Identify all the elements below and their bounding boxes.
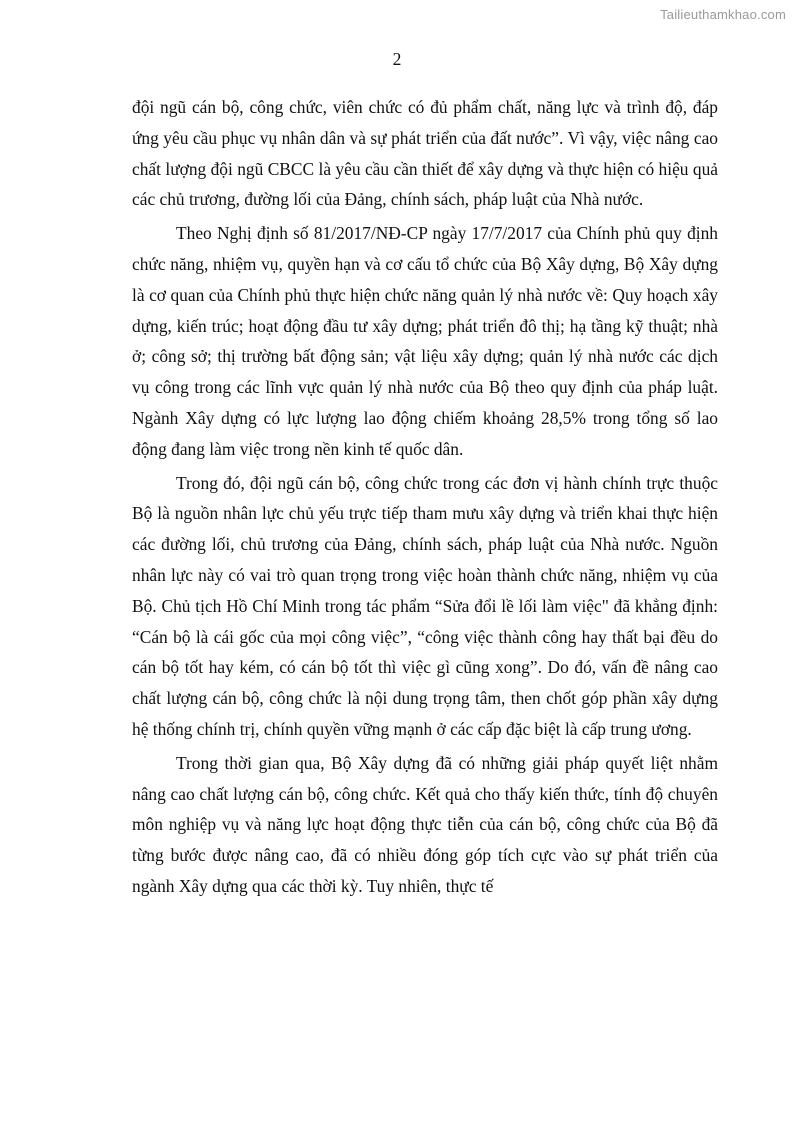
paragraph-1: đội ngũ cán bộ, công chức, viên chức có đủ phẩm chất, năng lực và trình độ, đáp ứng yêu cầu phục vụ nhân dân và sự phát triển của đất nước”. Vì vậy, việc nâng cao chất lượng đội ngũ CBCC là yêu cầu cần thiết để xây dựng và thực hiện có hiệu quả các chủ trương, đường lối của Đảng, chính sách, pháp luật của Nhà nước. (132, 97, 718, 210)
document-body (132, 92, 718, 902)
paragraph-4: Trong thời gian qua, Bộ Xây dựng đã có những giải pháp quyết liệt nhằm nâng cao chất lượng cán bộ, công chức. Kết quả cho thấy kiến thức, tính độ chuyên môn nghiệp vụ và năng lực hoạt động thực tiễn của cán bộ, công chức của Bộ đã từng bước được nâng cao, đã có nhiều đóng góp tích cực vào sự phát triển của ngành Xây dựng qua các thời kỳ. Tuy nhiên, thực tế (132, 752, 718, 896)
paragraph-3: Trong đó, đội ngũ cán bộ, công chức trong các đơn vị hành chính trực thuộc Bộ là nguồn nhân lực chủ yếu trực tiếp tham mưu xây dựng và triển khai thực hiện các đường lối, chủ trương của Đảng, chính sách, pháp luật của Nhà nước. Nguồn nhân lực này có vai trò quan trọng trong việc hoàn thành chức năng, nhiệm vụ của Bộ. Chủ tịch Hồ Chí Minh trong tác phẩm “Sửa đổi lề lối làm việc" đã khẳng định: “Cán bộ là cái gốc của mọi công việc”, “công việc thành công hay thất bại đều do cán bộ tốt hay kém, có cán bộ tốt thì việc gì cũng xong”. Do đó, vấn đề nâng cao chất lượng cán bộ, công chức là nội dung trọng tâm, then chốt góp phần xây dựng hệ thống chính trị, chính quyền vững mạnh ở các cấp đặc biệt là cấp trung ương. (132, 472, 718, 739)
page-number: 2 (392, 49, 402, 69)
paragraph-2: Theo Nghị định số 81/2017/NĐ-CP ngày 17/7/2017 của Chính phủ quy định chức năng, nhiệm vụ, quyền hạn và cơ cấu tổ chức của Bộ Xây dựng, Bộ Xây dựng là cơ quan của Chính phủ thực hiện chức năng quản lý nhà nước về: Quy hoạch xây dựng, kiến trúc; hoạt động đầu tư xây dựng; phát triển đô thị; hạ tầng kỹ thuật; nhà ở; công sở; thị trường bất động sản; vật liệu xây dựng; quản lý nhà nước các dịch vụ công trong các lĩnh vực quản lý nhà nước của Bộ theo quy định của pháp luật. Ngành Xây dựng có lực lượng lao động chiếm khoảng 28,5% trong tổng số lao động đang làm việc trong nền kinh tế quốc dân. (132, 223, 718, 459)
watermark-text: Tailieuthamkhao.com (660, 7, 786, 22)
